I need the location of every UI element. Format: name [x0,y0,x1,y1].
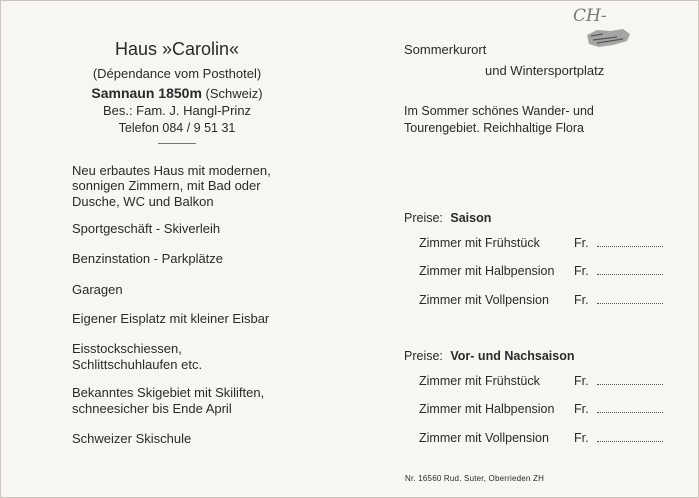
summer-text-line: Im Sommer schönes Wander- und [404,104,594,118]
prices-season-name: Saison [450,211,492,225]
price-blank [597,293,663,304]
hotel-owner: Bes.: Fam. J. Hangl-Prinz [102,103,252,118]
price-value [574,293,663,307]
price-blank [597,374,663,385]
currency-label: Fr. [574,293,589,307]
currency-label: Fr. [574,431,589,445]
feature-line: Neu erbautes Haus mit modernen, [72,163,271,178]
hotel-subtitle: (Dépendance vom Posthotel) [92,66,262,81]
prices-heading-season [404,211,491,225]
price-value [574,402,663,416]
price-value [574,264,663,278]
prices-label: Preise: [404,349,443,363]
price-blank [597,264,663,275]
summer-text-line: Tourengebiet. Reichhaltige Flora [404,121,584,135]
handwritten-note: CH- [573,6,607,26]
feature-line: Bekanntes Skigebiet mit Skiliften, [72,385,265,400]
location-country: (Schweiz) [205,86,263,101]
divider [158,143,196,144]
price-blank [597,431,663,442]
feature-line: Schweizer Skischule [72,431,192,446]
feature-line: sonnigen Zimmern, mit Bad oder [72,178,261,193]
currency-label: Fr. [574,236,589,250]
feature-line: schneesicher bis Ende April [72,401,232,416]
stamp-mark-icon [583,27,633,49]
price-blank [597,236,663,247]
price-value [574,374,663,388]
prices-season-name: Vor- und Nachsaison [450,349,575,363]
price-blank [597,402,663,413]
prices-heading-offseason [404,349,574,363]
resort-heading-winter: und Wintersportplatz [485,63,605,78]
publisher-imprint: Nr. 16560 Rud. Suter, Oberrieden ZH [405,474,545,483]
feature-line: Benzinstation - Parkplätze [72,251,224,266]
feature-line: Garagen [72,282,123,297]
hotel-phone: Telefon 084 / 9 51 31 [118,121,236,135]
currency-label: Fr. [574,374,589,388]
currency-label: Fr. [574,402,589,416]
price-room-label: Zimmer mit Vollpension [419,431,549,445]
hotel-location [91,85,262,101]
currency-label: Fr. [574,264,589,278]
price-value [574,236,663,250]
price-room-label: Zimmer mit Frühstück [419,374,540,388]
feature-line: Schlittschuhlaufen etc. [72,357,203,372]
location-name: Samnaun 1850m [91,85,202,101]
price-room-label: Zimmer mit Halbpension [419,264,555,278]
hotel-title: Haus »Carolin« [114,39,240,59]
price-room-label: Zimmer mit Halbpension [419,402,555,416]
price-room-label: Zimmer mit Frühstück [419,236,540,250]
feature-line: Sportgeschäft - Skiverleih [72,221,221,236]
price-value [574,431,663,445]
resort-heading-summer: Sommerkurort [404,42,487,57]
feature-line: Eisstockschiessen, [72,341,182,356]
price-room-label: Zimmer mit Vollpension [419,293,549,307]
feature-line: Eigener Eisplatz mit kleiner Eisbar [72,311,270,326]
feature-line: Dusche, WC und Balkon [72,194,214,209]
prices-label: Preise: [404,211,443,225]
